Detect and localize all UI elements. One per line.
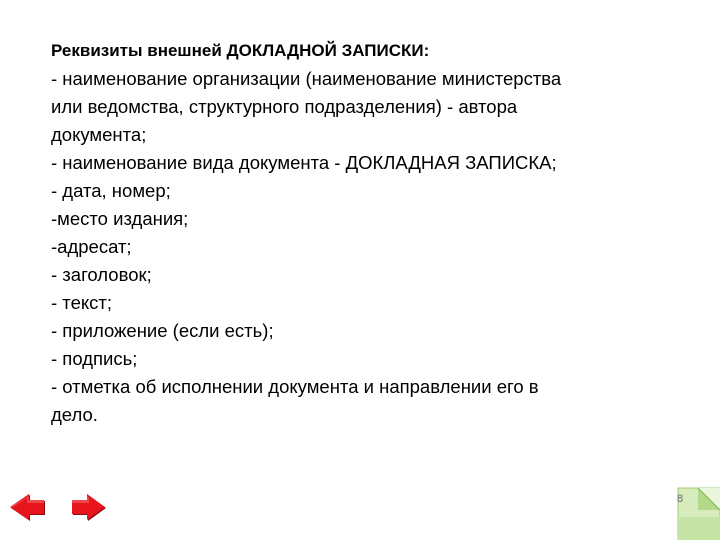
previous-slide-button[interactable] (10, 494, 46, 522)
slide-line: - приложение (если есть); (51, 320, 274, 341)
arrow-left-icon (10, 494, 46, 522)
page-corner (677, 487, 720, 540)
slide-line: документа; (51, 124, 147, 145)
slide-line: - заголовок; (51, 264, 152, 285)
folded-page-icon (677, 487, 720, 540)
page-number: 8 (677, 493, 684, 505)
slide-line: - дата, номер; (51, 180, 171, 201)
slide-line: -место издания; (51, 208, 189, 229)
arrow-right-icon (70, 494, 106, 522)
slide-line: или ведомства, структурного подразделения) - автора (51, 96, 518, 117)
slide-line: - подпись; (51, 348, 138, 369)
slide-body (51, 37, 691, 429)
slide-line: - отметка об исполнении документа и направлении его в (51, 376, 539, 397)
slide-line: -адресат; (51, 236, 132, 257)
slide-line: - наименование организации (наименование министерства (51, 68, 562, 89)
slide-title: Реквизиты внешней ДОКЛАДНОЙ ЗАПИСКИ: (51, 41, 430, 60)
slide-line: - текст; (51, 292, 113, 313)
next-slide-button[interactable] (70, 494, 106, 522)
slide-line: - наименование вида документа - ДОКЛАДНАЯ ЗАПИСКА; (51, 152, 557, 173)
slide-line: дело. (51, 404, 98, 425)
